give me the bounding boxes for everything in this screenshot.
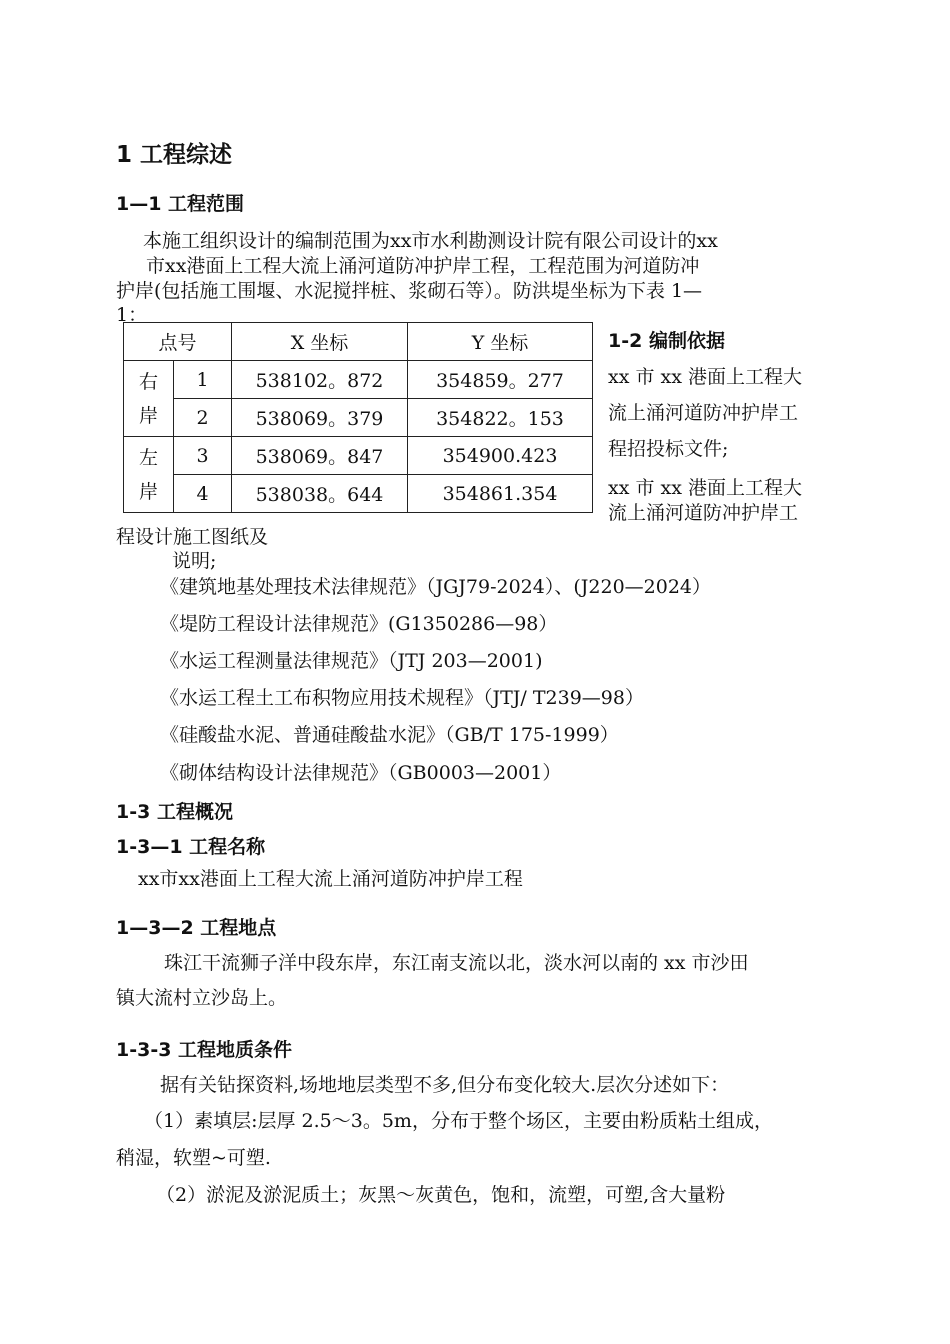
cell-x: 538069。847 (232, 437, 408, 475)
cell-x: 538102。872 (232, 361, 408, 399)
header-x: X 坐标 (232, 323, 408, 361)
cell-y: 354861.354 (408, 475, 593, 513)
reference-item: 《水运工程土工布积物应用技术规程》（JTJ/ T239—98） (160, 687, 644, 709)
reference-item: 《砌体结构设计法律规范》（GB0003—2001） (160, 762, 562, 784)
geology-line: 稍湿，软塑~可塑. (116, 1147, 271, 1169)
cell-point: 3 (174, 437, 232, 475)
basis-side-line: xx 市 xx 港面上工程大 (608, 477, 802, 499)
location-line-1: 珠江干流狮子洋中段东岸，东江南支流以北，淡水河以南的 xx 市沙田 (164, 952, 749, 974)
section-title: 1 工程综述 (116, 142, 233, 168)
scope-line-2: 市xx港面上工程大流上涌河道防冲护岸工程，工程范围为河道防冲 (146, 255, 700, 277)
basis-continuation: 程设计施工图纸及 (116, 526, 269, 548)
table-header-row (124, 323, 593, 361)
reference-item: 《水运工程测量法律规范》（JTJ 203—2001) (160, 650, 543, 672)
basis-side-line: xx 市 xx 港面上工程大 (608, 366, 802, 388)
basis-side-line: 程招投标文件; (608, 438, 729, 460)
basis-side-line: 流上涌河道防冲护岸工 (608, 502, 799, 524)
table-row (124, 437, 593, 475)
geology-line: （1）素填层:层厚 2.5～3。5m，分布于整个场区，主要由粉质粘土组成， (144, 1110, 773, 1132)
header-y: Y 坐标 (408, 323, 593, 361)
reference-item: 《硅酸盐水泥、普通硅酸盐水泥》（GB/T 175-1999） (160, 724, 619, 746)
heading-location: 1—3—2 工程地点 (116, 917, 277, 939)
table-row (124, 475, 593, 513)
geology-line: （2）淤泥及淤泥质土；灰黑～灰黄色，饱和，流塑，可塑,含大量粉 (156, 1184, 726, 1206)
cell-point: 4 (174, 475, 232, 513)
heading-basis: 1-2 编制依据 (608, 330, 725, 352)
cell-point: 2 (174, 399, 232, 437)
reference-item: 《堤防工程设计法律规范》(G1350286—98） (160, 613, 558, 635)
side-char: 岸 (138, 480, 158, 503)
cell-y: 354859。277 (408, 361, 593, 399)
side-char: 岸 (138, 404, 158, 427)
cell-point: 1 (174, 361, 232, 399)
coordinate-table (123, 322, 593, 513)
project-name: xx市xx港面上工程大流上涌河道防冲护岸工程 (138, 868, 523, 890)
scope-line-1: 本施工组织设计的编制范围为xx市水利勘测设计院有限公司设计的xx (143, 230, 718, 252)
reference-item: 《建筑地基处理技术法律规范》（JGJ79-2024）、(J220—2024） (160, 576, 712, 598)
cell-x: 538038。644 (232, 475, 408, 513)
heading-project-name: 1-3—1 工程名称 (116, 836, 266, 858)
basis-side-line: 流上涌河道防冲护岸工 (608, 402, 799, 424)
cell-y: 354822。153 (408, 399, 593, 437)
basis-continuation: 说明; (172, 550, 217, 572)
scope-line-3: 护岸(包括施工围堰、水泥搅拌桩、浆砌石等）。防洪堤坐标为下表 1— (116, 280, 703, 302)
side-left (124, 437, 174, 513)
heading-scope: 1—1 工程范围 (116, 193, 245, 215)
scope-line-4: 1： (116, 304, 148, 326)
side-char: 左 (138, 446, 158, 469)
heading-overview: 1-3 工程概况 (116, 801, 233, 823)
cell-y: 354900.423 (408, 437, 593, 475)
table-row (124, 361, 593, 399)
location-line-2: 镇大流村立沙岛上。 (116, 987, 288, 1009)
side-char: 右 (138, 370, 158, 393)
table-row (124, 399, 593, 437)
heading-geology: 1-3-3 工程地质条件 (116, 1039, 293, 1061)
cell-x: 538069。379 (232, 399, 408, 437)
side-right (124, 361, 174, 437)
geology-line: 据有关钻探资料,场地地层类型不多,但分布变化较大.层次分述如下： (160, 1074, 730, 1096)
header-point: 点号 (124, 323, 232, 361)
